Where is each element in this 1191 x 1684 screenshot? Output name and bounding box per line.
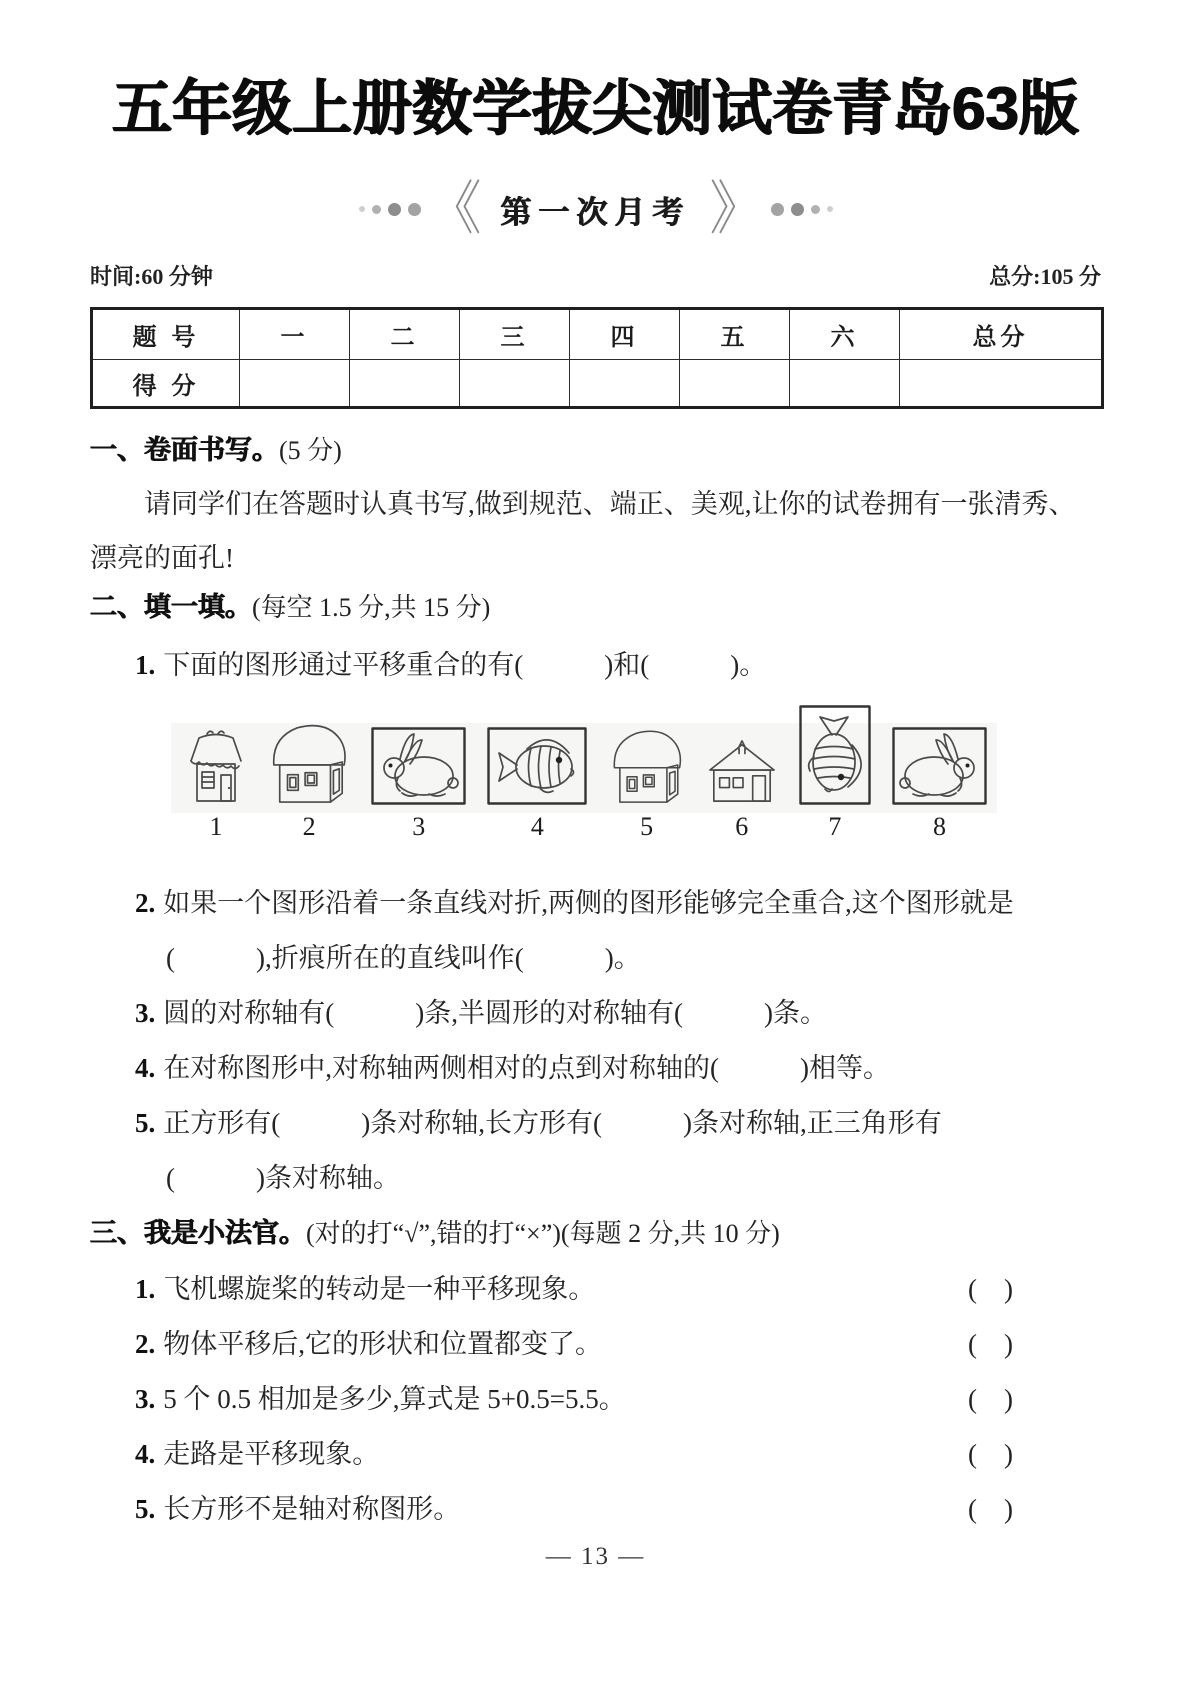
question-number: 2.: [135, 888, 156, 918]
question-number: 3.: [135, 1384, 156, 1414]
score-table: [90, 307, 1104, 409]
chimney-house-figure: [706, 737, 778, 805]
section-three-heading: [90, 1216, 1101, 1251]
fill-in-question-5-line2: ( )条对称轴。: [166, 1163, 400, 1193]
score-cell: [460, 360, 570, 408]
question-number: 1.: [135, 650, 156, 680]
exam-banner: [90, 176, 1101, 242]
question-number: 1.: [135, 1274, 156, 1304]
question-number: 4.: [135, 1439, 156, 1469]
question-text: 下面的图形通过平移重合的有( )和( )。: [163, 650, 767, 680]
figure-item-3: [371, 727, 466, 841]
page-title: 五年级上册数学拔尖测试卷青岛63版: [112, 75, 1079, 142]
snow-house-figure: [185, 727, 247, 805]
answer-blank: ( ): [968, 1494, 1013, 1524]
ornament-dot-icon: [771, 203, 784, 216]
score-cell: [570, 360, 680, 408]
figure-number: 4: [530, 812, 544, 841]
col-header: 四: [570, 309, 680, 360]
section-three-title: 三、我是小法官。: [90, 1218, 306, 1248]
ornament-dot-icon: [811, 205, 820, 214]
figure-item-6: [706, 737, 778, 841]
figure-item-2: [268, 719, 350, 841]
figure-number: 6: [735, 812, 749, 841]
section-two-title: 二、填一填。: [90, 592, 252, 622]
dome-house-figure: [268, 719, 350, 805]
fill-in-question-4: [90, 1052, 1101, 1084]
score-table-header-row: [92, 309, 1103, 360]
figure-number: 7: [828, 812, 842, 841]
score-cell: [350, 360, 460, 408]
figure-item-5: [609, 725, 685, 841]
section-two-heading: [90, 590, 1101, 625]
col-header: 总分: [900, 309, 1103, 360]
score-cell: [790, 360, 900, 408]
figure-item-1: [185, 727, 247, 841]
rabbit-facing-left-figure: [371, 727, 466, 805]
exam-info-row: [90, 260, 1101, 291]
question-number: 4.: [135, 1053, 156, 1083]
question-text: 5 个 0.5 相加是多少,算式是 5+0.5=5.5。: [163, 1384, 626, 1414]
dome-house-figure: [609, 725, 685, 805]
question-text: 长方形不是轴对称图形。: [163, 1494, 461, 1524]
question-number: 5.: [135, 1494, 156, 1524]
question-text: 在对称图形中,对称轴两侧相对的点到对称轴的( )相等。: [163, 1053, 890, 1083]
question-text: 如果一个图形沿着一条直线对折,两侧的图形能够完全重合,这个图形就是: [163, 888, 1014, 918]
figure-number: 5: [640, 812, 654, 841]
col-header: 二: [350, 309, 460, 360]
score-cell: [680, 360, 790, 408]
judge-question-5: [90, 1493, 1013, 1525]
section-three-score-note: (对的打“√”,错的打“×”)(每题 2 分,共 10 分): [306, 1219, 780, 1248]
question-text: 正方形有( )条对称轴,长方形有( )条对称轴,正三角形有: [163, 1108, 942, 1138]
answer-blank: ( ): [968, 1274, 1013, 1304]
figure-number: 1: [209, 812, 223, 841]
ornament-dot-icon: [408, 203, 421, 216]
figure-item-7: [799, 705, 871, 841]
answer-blank: ( ): [968, 1329, 1013, 1359]
exam-subtitle: 第一次月考: [500, 194, 691, 230]
col-header: 三: [460, 309, 570, 360]
writing-instruction-line1: 请同学们在答题时认真书写,做到规范、端正、美观,让你的试卷拥有一张清秀、: [144, 489, 1076, 519]
ornament-dot-icon: [359, 206, 365, 212]
figure-strip: [185, 705, 987, 857]
figure-item-8: [892, 727, 987, 841]
question-number: 3.: [135, 998, 156, 1028]
question-number: 5.: [135, 1108, 156, 1138]
banner-bracket-left-icon: 《: [427, 176, 482, 242]
fill-in-question-2-line1: [90, 887, 1101, 919]
question-text: 走路是平移现象。: [163, 1439, 380, 1469]
figure-number: 2: [302, 812, 316, 841]
striped-fish-rotated-figure: [799, 705, 871, 805]
fill-in-question-5-line1: [90, 1107, 1101, 1139]
answer-blank: ( ): [968, 1439, 1013, 1469]
question-text: 物体平移后,它的形状和位置都变了。: [163, 1329, 602, 1359]
figure-number: 8: [932, 812, 946, 841]
ornament-dot-icon: [372, 205, 381, 214]
question-number-label: 题 号: [92, 309, 240, 360]
question-text: 圆的对称轴有( )条,半圆形的对称轴有( )条。: [163, 998, 827, 1028]
section-one-score-note: (5 分): [279, 436, 342, 465]
judge-question-4: [90, 1438, 1013, 1470]
banner-bracket-right-icon: 》: [709, 176, 764, 242]
section-two-score-note: (每空 1.5 分,共 15 分): [252, 593, 491, 622]
col-header: 五: [680, 309, 790, 360]
score-label: 得 分: [92, 360, 240, 408]
fill-in-question-2-line2: ( ),折痕所在的直线叫作( )。: [166, 943, 641, 973]
total-score-label: 总分:105 分: [989, 264, 1101, 289]
ornament-dot-icon: [791, 203, 804, 216]
fill-in-question-3: [90, 997, 1101, 1029]
col-header: 六: [790, 309, 900, 360]
section-one-heading: [90, 433, 1101, 468]
figure-number: 3: [412, 812, 426, 841]
judge-question-2: [90, 1328, 1013, 1360]
rabbit-facing-right-figure: [892, 727, 987, 805]
score-cell: [240, 360, 350, 408]
ornament-dot-icon: [388, 203, 401, 216]
judge-question-1: [90, 1273, 1013, 1305]
time-limit-label: 时间:60 分钟: [90, 264, 213, 289]
fill-in-question-1: [90, 649, 1101, 681]
ornament-dot-icon: [827, 206, 833, 212]
score-cell: [900, 360, 1103, 408]
col-header: 一: [240, 309, 350, 360]
page-number: — 13 —: [545, 1543, 646, 1570]
section-one-title: 一、卷面书写。: [90, 435, 279, 465]
writing-instruction-line2: 漂亮的面孔!: [90, 543, 234, 573]
question-text: 飞机螺旋桨的转动是一种平移现象。: [163, 1274, 596, 1304]
striped-fish-figure: [487, 727, 587, 805]
score-table-score-row: [92, 360, 1103, 408]
judge-question-3: [90, 1383, 1013, 1415]
figure-item-4: [487, 727, 587, 841]
question-number: 2.: [135, 1329, 156, 1359]
answer-blank: ( ): [968, 1384, 1013, 1414]
